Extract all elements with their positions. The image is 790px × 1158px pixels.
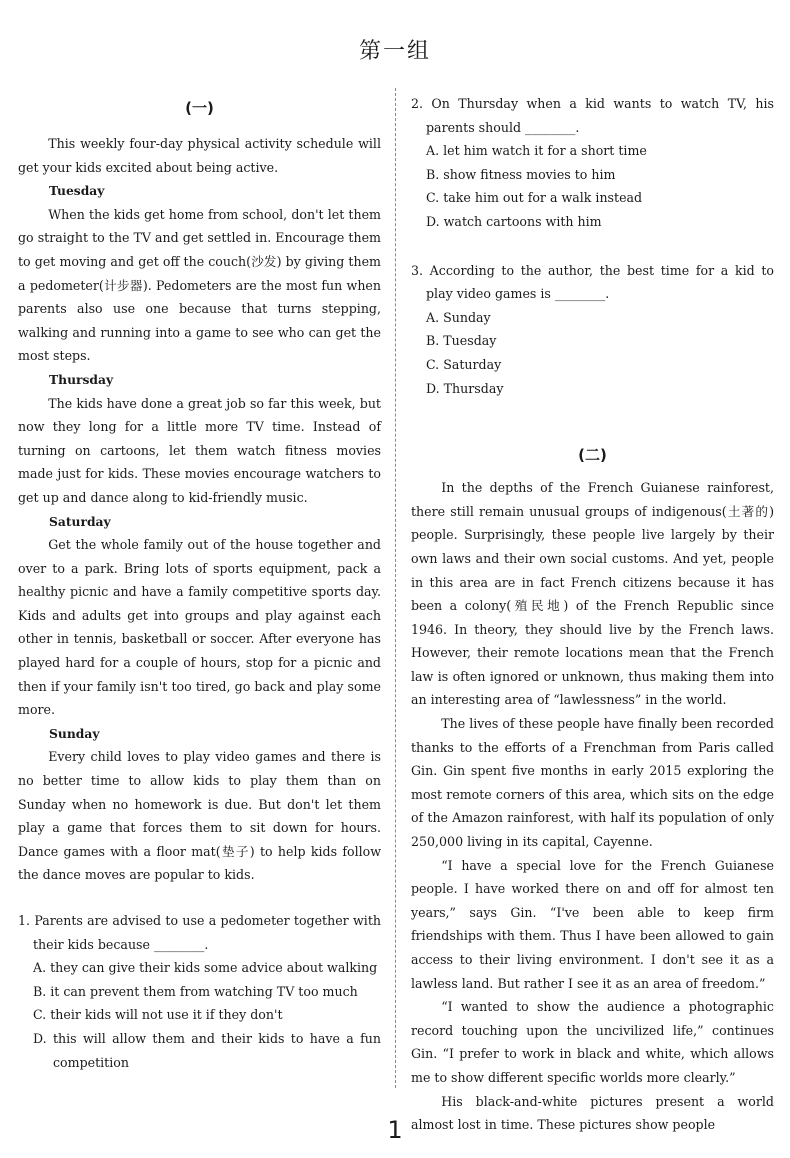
day-heading-saturday: Saturday — [49, 513, 111, 529]
section-1-intro: This weekly four-day physical activity schedule will get your kids excited about being active. — [18, 136, 381, 175]
question-2-option-c: C. take him out for a walk instead — [426, 190, 643, 206]
section-2-paragraph-4: “I wanted to show the audience a photographic record touching upon the uncivilized life,” continues Gin. “I prefer to work in black and white, which allows me to show different specific worlds more clearly.” — [411, 999, 774, 1085]
day-heading-sunday: Sunday — [49, 725, 100, 741]
question-2-option-b: B. show fitness movies to him — [426, 166, 616, 182]
question-3-option-d: D. Thursday — [426, 380, 504, 396]
section-2-paragraph-5: His black-and-white pictures present a world almost lost in time. These pictures show people — [411, 1093, 774, 1133]
section-2-paragraph-1: In the depths of the French Guianese rainforest, there still remain unusual groups of indigenous(土著的) people. Surprisingly, these people live largely by their own laws and their own social customs. And yet, people in this area are in fact French citizens because it has been a colony(殖民地) of the French Republic since 1946. In theory, they should live by the French laws. However, their remote locations mean that the French law is often ignored or unknown, thus making them into an interesting area of “lawlessness” in the world. — [411, 480, 774, 708]
question-1-option-b: B. it can prevent them from watching TV too much — [33, 983, 358, 999]
section-2-paragraph-3: “I have a special love for the French Guianese people. I have worked there on and off for almost ten years,” says Gin. “I've been able to keep firm friendships with them. Thus I have been allowed to gain access to their living environment. I don't see it as a lawless land. But rather I see it as an area of freedom.” — [411, 857, 774, 991]
section-2-paragraph-2: The lives of these people have finally been recorded thanks to the efforts of a Frenchman from Paris called Gin. Gin spent five months in early 2015 exploring the most remote corners of this area, which sits on the edge of the Amazon rainforest, with half its population of only 250,000 living in its capital, Cayenne. — [411, 716, 774, 850]
question-1-option-c: C. their kids will not use it if they don't — [33, 1007, 283, 1023]
day-text-thursday: The kids have done a great job so far this week, but now they long for a little more TV time. Instead of turning on cartoons, let them watch fitness movies made just for kids. These movies encourage watchers to get up and dance along to kid-friendly music. — [18, 395, 381, 505]
question-1-stem: 1. Parents are advised to use a pedometer together with their kids because ________. — [18, 913, 381, 952]
day-heading-tuesday: Tuesday — [49, 183, 105, 199]
question-3 — [411, 259, 774, 401]
column-divider — [395, 88, 396, 1088]
day-text-saturday: Get the whole family out of the house together and over to a park. Bring lots of sports equipment, pack a healthy picnic and have a family competitive sports day. Kids and adults get into groups and play against each other in tennis, basketball or soccer. After everyone has played hard for a couple of hours, stop for a picnic and then if your family isn't too tired, go back and play some more. — [18, 537, 381, 718]
day-text-tuesday: When the kids get home from school, don't let them go straight to the TV and get settled in. Encourage them to get moving and get off the couch(沙发) by giving them a pedometer(计步器). Pedometers are the most fun when parents also use one because that turns stepping, walking and running into a game to see who can get the most steps. — [18, 206, 381, 364]
question-1-option-d: D. this will allow them and their kids to have a fun competition — [33, 1030, 381, 1070]
section-1-title: (一) — [185, 99, 214, 117]
question-2-stem: 2. On Thursday when a kid wants to watch TV, his parents should ________. — [411, 96, 774, 135]
question-3-stem: 3. According to the author, the best time for a kid to play video games is ________. — [411, 262, 774, 302]
day-heading-thursday: Thursday — [49, 371, 114, 387]
question-3-option-b: B. Tuesday — [426, 333, 497, 349]
question-1-option-a: A. they can give their kids some advice about walking — [33, 960, 378, 976]
question-2-option-d: D. watch cartoons with him — [426, 213, 602, 229]
day-text-sunday: Every child loves to play video games and there is no better time to allow kids to play them than on Sunday when no homework is due. But don't let them play a game that forces them to sit down for hours. Dance games with a floor mat(垫子) to help kids follow the dance moves are popular to kids. — [18, 749, 381, 883]
page-title: 第一组 — [358, 39, 431, 64]
section-2-title: (二) — [578, 446, 607, 465]
question-2 — [411, 92, 774, 234]
right-column — [411, 92, 774, 1137]
question-1 — [18, 909, 381, 1074]
page-number: 1 — [387, 1116, 403, 1144]
question-3-option-c: C. Saturday — [426, 356, 502, 372]
question-3-option-a: A. Sunday — [426, 309, 491, 325]
question-2-option-a: A. let him watch it for a short time — [426, 143, 647, 159]
left-column — [18, 92, 381, 1074]
